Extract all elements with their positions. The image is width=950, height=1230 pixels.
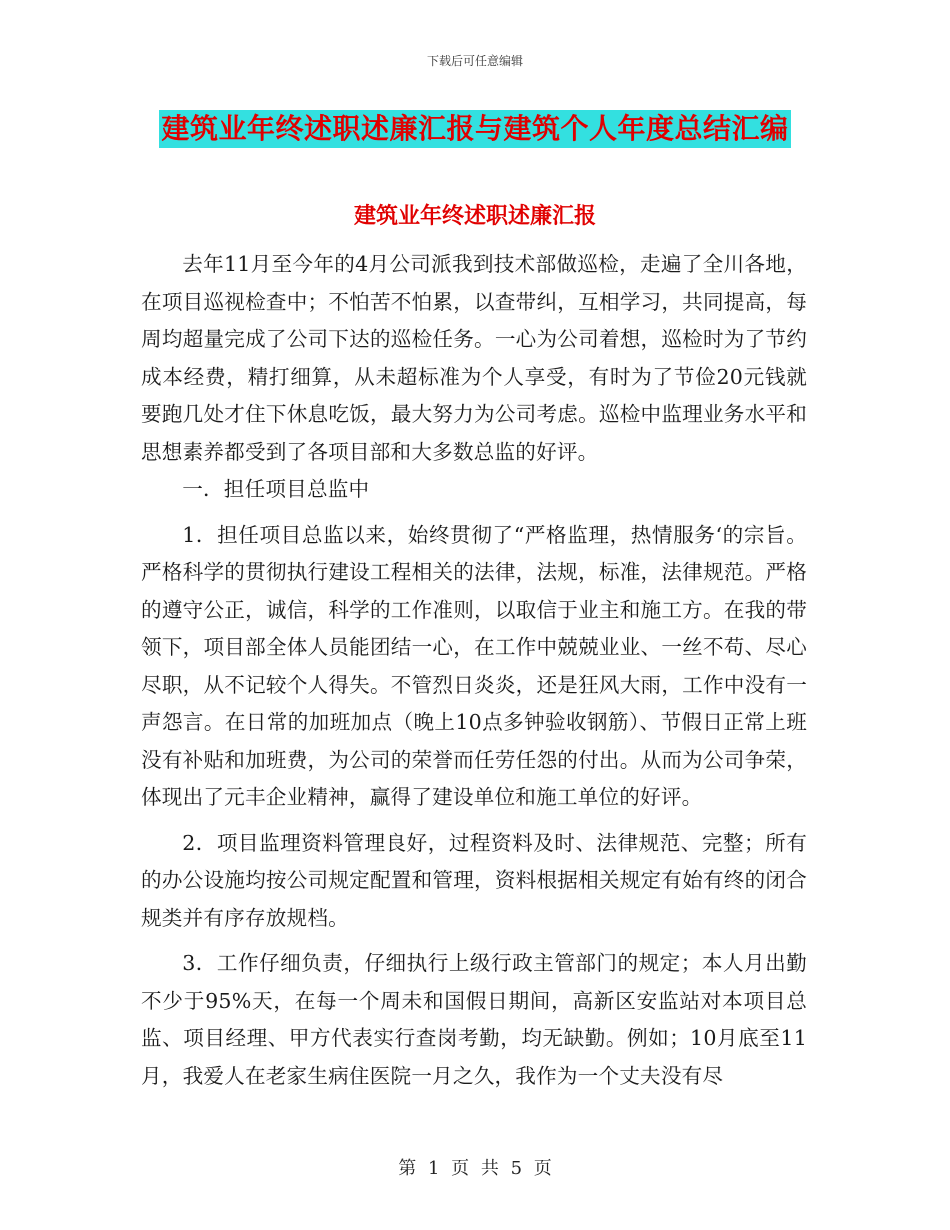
paragraph-item-1: 1．担任项目总监以来，始终贯彻了“严格监理，热情服务‘的宗旨。严格科学的贯彻执行建设工程相关的法律，法规，标准，法律规范。严格的遵守公正，诚信，科学的工作准则，以取信于业主和施工方。在我的带领下，项目部全体人员能团结一心，在工作中兢兢业业、一丝不苟、尽心尽职，从不记较个人得失。不管烈日炎炎，还是狂风大雨，工作中没有一声怨言。在日常的加班加点（晚上10点多钟验收钢筋）、节假日正常上班没有补贴和加班费，为公司的荣誉而任劳任怨的付出。从而为公司争荣，体现出了元丰企业精神，赢得了建设单位和施工单位的好评。 bbox=[141, 522, 807, 809]
header-note: 下载后可任意编辑 bbox=[426, 54, 523, 68]
section-title: 建筑业年终述职述廉汇报 bbox=[353, 203, 596, 229]
paragraph-item-3: 3．工作仔细负责，仔细执行上级行政主管部门的规定；本人月出勤不少于95%天，在每一个周未和国假日期间，高新区安监站对本项目总监、项目经理、甲方代表实行查岗考勤，均无缺勤。例如；10月底至11月，我爱人在老家生病住医院一月之久，我作为一个丈夫没有尽 bbox=[141, 951, 807, 1088]
document-main-title: 建筑业年终述职述廉汇报与建筑个人年度总结汇编 bbox=[159, 110, 790, 148]
paragraph-intro: 去年11月至今年的4月公司派我到技术部做巡检，走遍了全川各地，在项目巡视检查中；不怕苦不怕累，以查带纠，互相学习，共同提高，每周均超量完成了公司下达的巡检任务。一心为公司着想，巡检时为了节约成本经费，精打细算，从未超标准为个人享受，有时为了节俭20元钱就要跑几处才住下休息吃饭，最大努力为公司考虑。巡检中监理业务水平和思想素养都受到了各项目部和大多数总监的好评。 bbox=[141, 252, 807, 464]
paragraph-item-2: 2．项目监理资料管理良好，过程资料及时、法律规范、完整；所有的办公设施均按公司规定配置和管理，资料根据相关规定有始有终的闭合规类并有序存放规档。 bbox=[141, 830, 807, 930]
paragraph-heading-1: 一．担任项目总监中 bbox=[182, 477, 370, 501]
document-body bbox=[141, 246, 807, 1095]
main-title-container bbox=[0, 110, 950, 148]
page-footer: 第 1 页 共 5 页 bbox=[398, 1158, 552, 1179]
